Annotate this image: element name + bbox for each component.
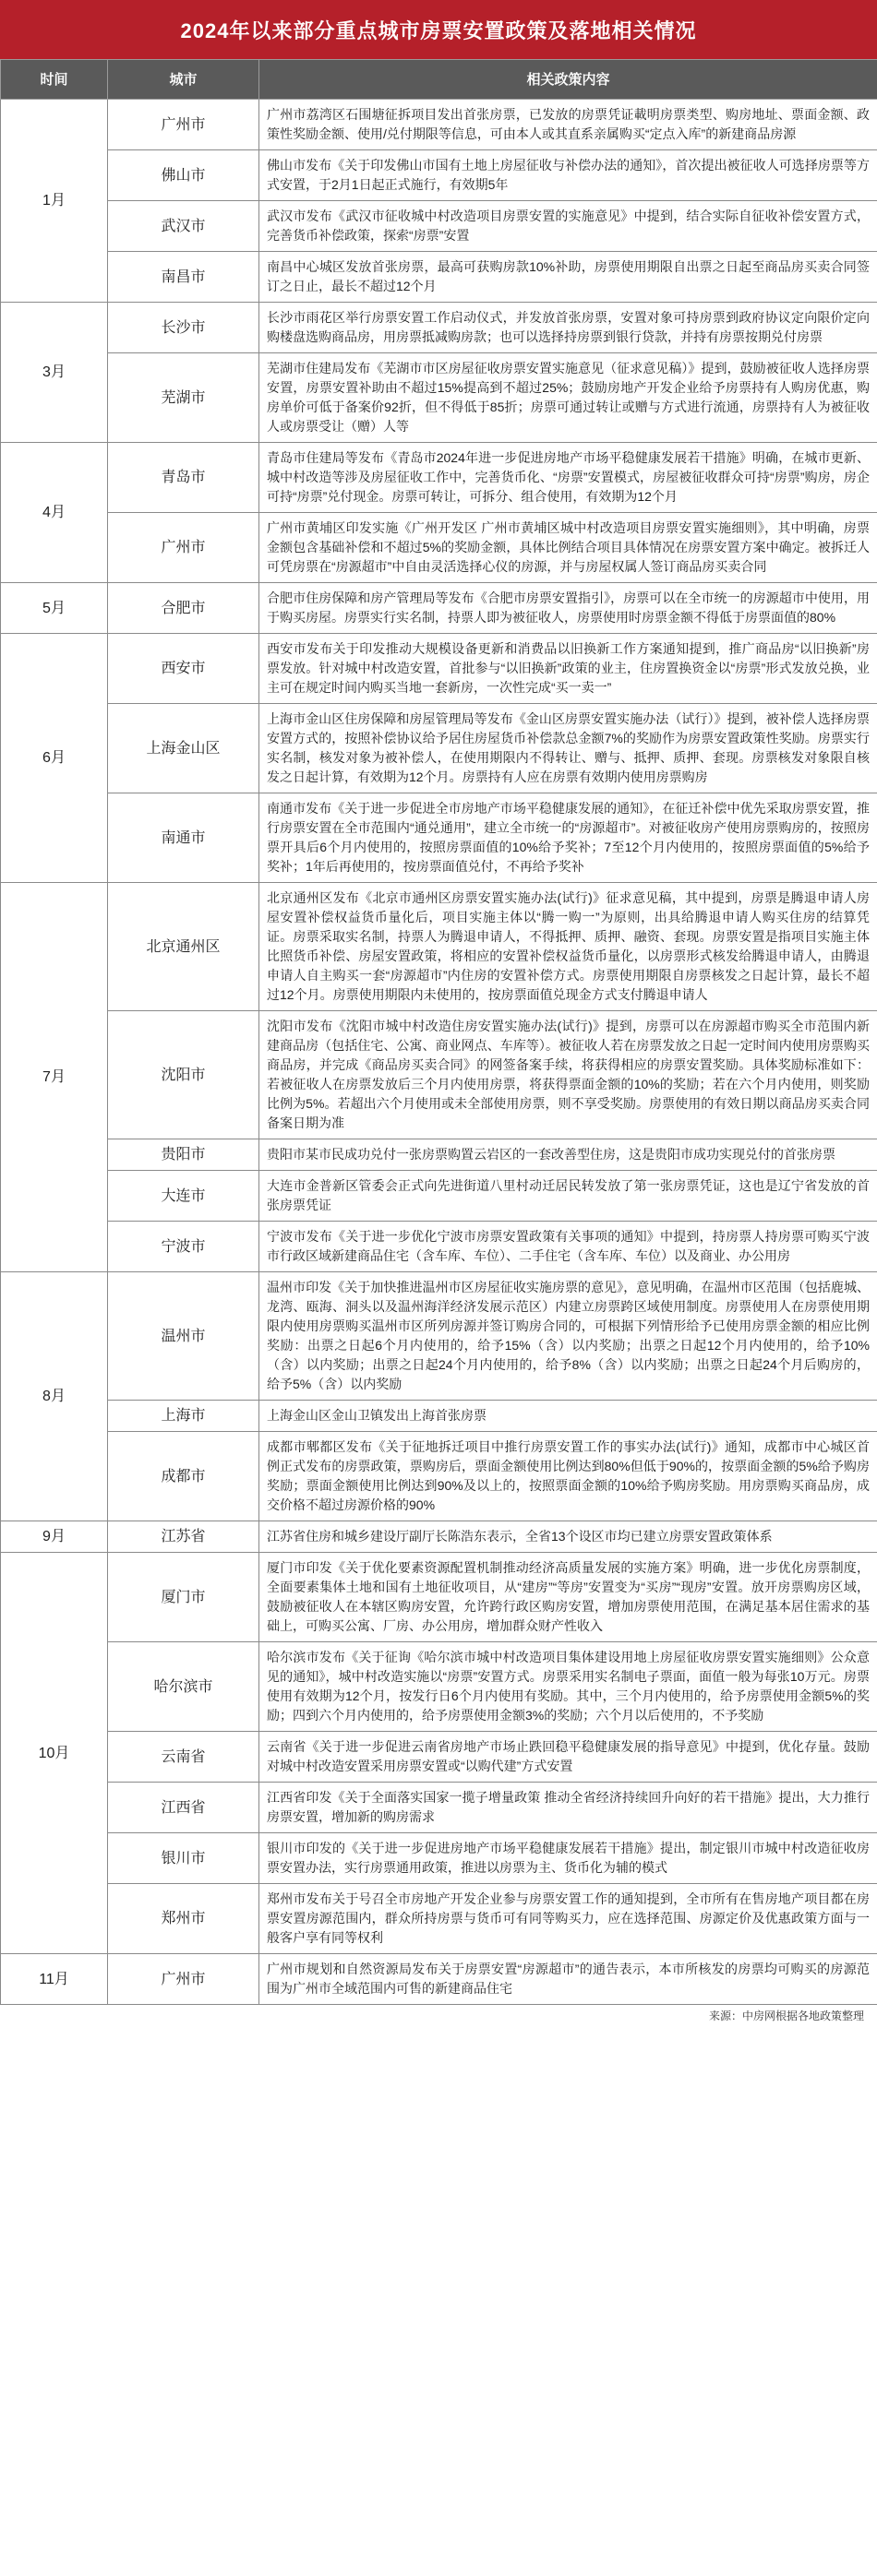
city-cell: 哈尔滨市 xyxy=(108,1642,259,1732)
city-cell: 温州市 xyxy=(108,1272,259,1401)
table-row xyxy=(1,443,877,513)
header-city: 城市 xyxy=(108,60,259,100)
policy-content-cell: 广州市黄埔区印发实施《广州开发区 广州市黄埔区城中村改造项目房票安置实施细则》，其中明确，房票金额包含基础补偿和不超过5%的奖励金额，具体比例结合项目具体情况在房票安置方案中确定。被拆迁人可凭房票在“房源超市”中自由灵活选择心仪的房源，并与房屋权属人签订商品房买卖合同 xyxy=(259,513,877,583)
month-cell: 1月 xyxy=(1,100,108,303)
city-cell: 上海市 xyxy=(108,1401,259,1432)
month-cell: 3月 xyxy=(1,303,108,443)
city-cell: 青岛市 xyxy=(108,443,259,513)
table-row xyxy=(1,1272,877,1401)
table-row xyxy=(1,513,877,583)
policy-content-cell: 大连市金普新区管委会正式向先进街道八里村动迁居民转发放了第一张房票凭证，这也是辽宁省发放的首张房票凭证 xyxy=(259,1171,877,1222)
table-row xyxy=(1,883,877,1011)
month-cell: 8月 xyxy=(1,1272,108,1521)
table-row xyxy=(1,793,877,883)
table-row xyxy=(1,1642,877,1732)
policy-content-cell: 芜湖市住建局发布《芜湖市市区房屋征收房票安置实施意见（征求意见稿）》提到，鼓励被征收人选择房票安置，房票安置补助由不超过15%提高到不超过25%；鼓励房地产开发企业给予房票持有人购房优惠，购房单价可低于备案价92折，但不得低于85折；房票可通过转让或赠与方式进行流通，房票持有人为被征收人或房票受让（赠）人等 xyxy=(259,353,877,443)
policy-content-cell: 南通市发布《关于进一步促进全市房地产市场平稳健康发展的通知》，在征迁补偿中优先采取房票安置，推行房票安置在全市范围内“通兑通用”，建立全市统一的“房源超市”。对被征收房产使用房票购房的，按照房票开具后6个月内使用的，按照房票面值的10%给予奖补；7至12个月内使用的，按照房票面值的5%给予奖补；1年后再使用的，按房票面值兑付，不再给予奖补 xyxy=(259,793,877,883)
table-row xyxy=(1,1432,877,1521)
table-row xyxy=(1,150,877,201)
policy-content-cell: 上海金山区金山卫镇发出上海首张房票 xyxy=(259,1401,877,1432)
policy-content-cell: 长沙市雨花区举行房票安置工作启动仪式，并发放首张房票，安置对象可持房票到政府协议定向限价定向购楼盘选购商品房，用房票抵减购房款；也可以选择持房票到银行贷款，并持有房票按期兑付房票 xyxy=(259,303,877,353)
table-row xyxy=(1,1783,877,1833)
policy-content-cell: 贵阳市某市民成功兑付一张房票购置云岩区的一套改善型住房，这是贵阳市成功实现兑付的首张房票 xyxy=(259,1139,877,1171)
month-cell: 4月 xyxy=(1,443,108,583)
policy-content-cell: 厦门市印发《关于优化要素资源配置机制推动经济高质量发展的实施方案》明确，进一步优化房票制度，全面要素集体土地和国有土地征收项目，从“建房”“等房”安置变为“买房”“现房”安置。放开房票购房区域，鼓励被征收人在本辖区购房安置，允许跨行政区购房安置，增加房票使用范围，在满足基本居住需求的基础上，可购买公寓、厂房、办公用房，增加群众财产性收入 xyxy=(259,1553,877,1642)
table-row xyxy=(1,1011,877,1139)
table-row xyxy=(1,1553,877,1642)
policy-content-cell: 沈阳市发布《沈阳市城中村改造住房安置实施办法(试行)》提到，房票可以在房源超市购买全市范围内新建商品房（包括住宅、公寓、商业网点、车库等）。被征收人若在房票发放之日起一定时间内使用房票购买商品房，并完成《商品房买卖合同》的网签备案手续，将获得相应的房票安置奖励。具体奖励标准如下：若被征收人在房票发放后三个月内使用房票，将获得票面金额的10%的奖励；若在六个月内使用，则奖励比例为5%。若超出六个月使用或未全部使用房票，则不享受奖励。房票使用的有效日期以商品房买卖合同备案日期为准 xyxy=(259,1011,877,1139)
month-cell: 7月 xyxy=(1,883,108,1272)
policy-content-cell: 哈尔滨市发布《关于征询《哈尔滨市城中村改造项目集体建设用地上房屋征收房票安置实施细则》公众意见的通知》，城中村改造实施以“房票”安置方式。房票采用实名制电子票面，面值一般为每张10万元。房票使用有效期为12个月，按发行日6个月内使用有奖励。其中，三个月内使用的，给予房票使用金额5%的奖励；四到六个月内使用的，给予房票使用金额3%的奖励；六个月以后使用的，不予奖励 xyxy=(259,1642,877,1732)
month-cell: 5月 xyxy=(1,583,108,634)
policy-content-cell: 云南省《关于进一步促进云南省房地产市场止跌回稳平稳健康发展的指导意见》中提到，优化存量。鼓励对城中村改造安置采用房票安置或“以购代建”方式安置 xyxy=(259,1732,877,1783)
policy-table-body xyxy=(1,100,877,2005)
policy-content-cell: 郑州市发布关于号召全市房地产开发企业参与房票安置工作的通知提到，全市所有在售房地产项目都在房票安置房源范围内，群众所持房票与货币可有同等购买力，应在选择范围、房源定价及优惠政策方面与一般客户享有同等权利 xyxy=(259,1884,877,1954)
policy-content-cell: 成都市郫都区发布《关于征地拆迁项目中推行房票安置工作的事实办法(试行)》通知，成都市中心城区首例正式发布的房票政策，票购房后，票面金额使用比例达到80%但低于90%的，按票面金额的5%给予购房奖励；票面金额使用比例达到90%及以上的，按照票面金额的10%给予购房奖励。用房票购买商品房，成交价格不超过房源价格的90% xyxy=(259,1432,877,1521)
city-cell: 江西省 xyxy=(108,1783,259,1833)
policy-content-cell: 西安市发布关于印发推动大规模设备更新和消费品以旧换新工作方案通知提到，推广商品房“以旧换新”房票发放。针对城中村改造安置，首批参与“以旧换新”政策的业主，住房置换资金以“房票”形式发放兑换，业主可在规定时间内购买当地一套新房，一次性完成“买一卖一” xyxy=(259,634,877,704)
city-cell: 厦门市 xyxy=(108,1553,259,1642)
policy-content-cell: 温州市印发《关于加快推进温州市区房屋征收实施房票的意见》，意见明确，在温州市区范围（包括鹿城、龙湾、瓯海、洞头以及温州海洋经济发展示范区）内建立房票跨区域使用制度。房票使用人在房票使用期限内使用房票购买温州市区所列房源并签订购房合同的，可根据下列情形给予已使用房票金额的相应比例奖励：出票之日起6个月内使用的，给予15%（含）以内奖励；出票之日起12个月内使用的，给予10%（含）以内奖励；出票之日起24个月内使用的，给予8%（含）以内奖励；出票之日起24个月后购房的，给予5%（含）以内奖励 xyxy=(259,1272,877,1401)
city-cell: 沈阳市 xyxy=(108,1011,259,1139)
month-cell: 9月 xyxy=(1,1521,108,1553)
policy-content-cell: 南昌中心城区发放首张房票，最高可获购房款10%补助，房票使用期限自出票之日起至商品房买卖合同签订之日止，最长不超过12个月 xyxy=(259,252,877,303)
table-row xyxy=(1,704,877,793)
city-cell: 芜湖市 xyxy=(108,353,259,443)
table-row xyxy=(1,1521,877,1553)
policy-content-cell: 江苏省住房和城乡建设厅副厅长陈浩东表示，全省13个设区市均已建立房票安置政策体系 xyxy=(259,1521,877,1553)
city-cell: 江苏省 xyxy=(108,1521,259,1553)
policy-content-cell: 江西省印发《关于全面落实国家一揽子增量政策 推动全省经济持续回升向好的若干措施》提出，大力推行房票安置，增加新的购房需求 xyxy=(259,1783,877,1833)
city-cell: 上海金山区 xyxy=(108,704,259,793)
city-cell: 广州市 xyxy=(108,100,259,150)
month-cell: 10月 xyxy=(1,1553,108,1954)
policy-content-cell: 北京通州区发布《北京市通州区房票安置实施办法(试行)》征求意见稿，其中提到，房票是腾退申请人房屋安置补偿权益货币量化后，项目实施主体以“腾一购一”为原则，出具给腾退申请人购买住房的结算凭证。房票采取实名制，持票人为腾退申请人，不得抵押、质押、融资、套现。房票安置是指项目实施主体比照货币补偿、房屋安置政策，将相应的安置补偿权益货币量化，以房票形式核发给腾退申请人，由腾退申请人自主购买一套“房源超市”内住房的安置补偿方式。房票使用期限自房票核发之日起计算，最长不超过12个月。房票使用期限内未使用的，按房票面值兑现金方式支付腾退申请人 xyxy=(259,883,877,1011)
city-cell: 合肥市 xyxy=(108,583,259,634)
table-row xyxy=(1,303,877,353)
table-row xyxy=(1,1833,877,1884)
header-time: 时间 xyxy=(1,60,108,100)
city-cell: 武汉市 xyxy=(108,201,259,252)
table-row xyxy=(1,201,877,252)
policy-content-cell: 合肥市住房保障和房产管理局等发布《合肥市房票安置指引》，房票可以在全市统一的房源超市中使用，用于购买房屋。房票实行实名制，持票人即为被征收人，房票使用时房票金额不得低于房票面值的80% xyxy=(259,583,877,634)
policy-content-cell: 广州市规划和自然资源局发布关于房票安置“房源超市”的通告表示，本市所核发的房票均可购买的房源范围为广州市全域范围内可售的新建商品住宅 xyxy=(259,1954,877,2005)
table-row xyxy=(1,1139,877,1171)
city-cell: 广州市 xyxy=(108,513,259,583)
table-row xyxy=(1,1884,877,1954)
table-row xyxy=(1,634,877,704)
table-row xyxy=(1,100,877,150)
table-row xyxy=(1,252,877,303)
city-cell: 成都市 xyxy=(108,1432,259,1521)
table-row xyxy=(1,353,877,443)
policy-content-cell: 青岛市住建局等发布《青岛市2024年进一步促进房地产市场平稳健康发展若干措施》明确，在城市更新、城中村改造等涉及房屋征收工作中，完善货币化、“房票”安置模式，房屋被征收群众可持“房票”购房，房企可持“房票”兑付现金。房票可转让，可拆分、组合使用，有效期为12个月 xyxy=(259,443,877,513)
table-row xyxy=(1,583,877,634)
page-title: 2024年以来部分重点城市房票安置政策及落地相关情况 xyxy=(0,0,877,59)
table-row xyxy=(1,1732,877,1783)
policy-content-cell: 武汉市发布《武汉市征收城中村改造项目房票安置的实施意见》中提到，结合实际自征收补偿安置方式，完善货币补偿政策，探索“房票”安置 xyxy=(259,201,877,252)
table-row xyxy=(1,1222,877,1272)
month-cell: 11月 xyxy=(1,1954,108,2005)
city-cell: 南通市 xyxy=(108,793,259,883)
header-content: 相关政策内容 xyxy=(259,60,877,100)
table-row xyxy=(1,1171,877,1222)
policy-content-cell: 上海市金山区住房保障和房屋管理局等发布《金山区房票安置实施办法（试行）》提到，被补偿人选择房票安置方式的，按照补偿协议给予居住房屋货币补偿款总金额7%的奖励作为房票安置政策性奖励。房票实行实名制，核发对象为被补偿人，在使用期限内不得转让、赠与、抵押、质押、套现。房票核发对象限自核发之日起计算，有效期为12个月。房票持有人应在房票有效期内使用房票购房 xyxy=(259,704,877,793)
city-cell: 云南省 xyxy=(108,1732,259,1783)
table-row xyxy=(1,1954,877,2005)
city-cell: 西安市 xyxy=(108,634,259,704)
table-row xyxy=(1,1401,877,1432)
policy-content-cell: 佛山市发布《关于印发佛山市国有土地上房屋征收与补偿办法的通知》，首次提出被征收人可选择房票等方式安置，于2月1日起正式施行，有效期5年 xyxy=(259,150,877,201)
source-note: 来源：中房网根据各地政策整理 xyxy=(708,2010,864,2022)
city-cell: 贵阳市 xyxy=(108,1139,259,1171)
city-cell: 广州市 xyxy=(108,1954,259,2005)
city-cell: 银川市 xyxy=(108,1833,259,1884)
city-cell: 大连市 xyxy=(108,1171,259,1222)
policy-content-cell: 银川市印发的《关于进一步促进房地产市场平稳健康发展若干措施》提出，制定银川市城中村改造征收房票安置办法，实行房票通用政策，推进以房票为主、货币化为辅的模式 xyxy=(259,1833,877,1884)
city-cell: 宁波市 xyxy=(108,1222,259,1272)
city-cell: 郑州市 xyxy=(108,1884,259,1954)
city-cell: 佛山市 xyxy=(108,150,259,201)
policy-content-cell: 广州市荔湾区石围塘征拆项目发出首张房票，已发放的房票凭证載明房票类型、购房地址、票面金额、政策性奖励金额、使用/兑付期限等信息，可由本人或其直系亲属购买“定点入库”的新建商品房源 xyxy=(259,100,877,150)
month-cell: 6月 xyxy=(1,634,108,883)
city-cell: 北京通州区 xyxy=(108,883,259,1011)
table-header-row xyxy=(1,60,877,100)
city-cell: 南昌市 xyxy=(108,252,259,303)
policy-content-cell: 宁波市发布《关于进一步优化宁波市房票安置政策有关事项的通知》中提到，持房票人持房票可购买宁波市行政区域新建商品住宅（含车库、车位）、二手住宅（含车库、车位）以及商业、办公用房 xyxy=(259,1222,877,1272)
policy-table xyxy=(0,59,877,2005)
city-cell: 长沙市 xyxy=(108,303,259,353)
